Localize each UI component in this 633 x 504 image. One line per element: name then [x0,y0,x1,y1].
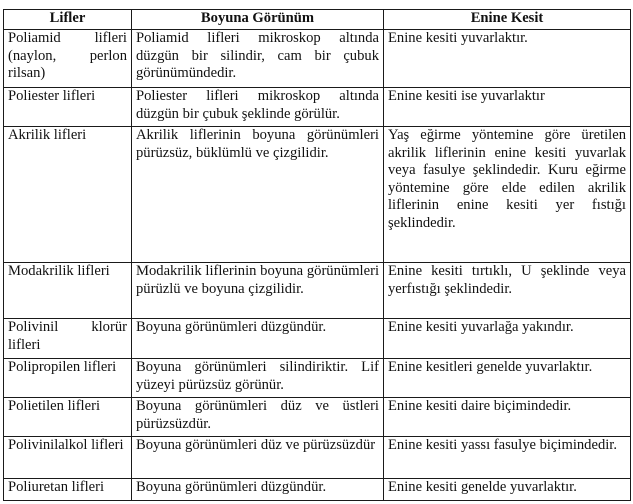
cross-section-cell: Enine kesiti yassı fasulye biçimindedir. [384,437,631,479]
cross-section-cell: Enine kesiti tırtıklı, U şeklinde veya yerfıstığı şeklindedir. [384,263,631,319]
table-row [4,479,631,501]
cross-section-cell: Enine kesiti yuvarlağa yakındır. [384,319,631,359]
longitudinal-cell: Boyuna görünümleri düz ve üstleri pürüzsüzdür. [132,398,384,437]
table-row [4,88,631,127]
fiber-properties-table [3,9,631,501]
header-fibers: Lifler [4,10,132,30]
header-cross-section: Enine Kesit [384,10,631,30]
fiber-name-cell: Polivinilalkol lifleri [4,437,132,479]
fiber-name-cell: Polietilen lifleri [4,398,132,437]
table-row [4,263,631,319]
header-row [4,10,631,30]
table-row [4,359,631,398]
table-body [4,30,631,501]
table-row [4,127,631,263]
cross-section-cell: Enine kesiti genelde yuvarlaktır. [384,479,631,501]
longitudinal-cell: Boyuna görünümleri silindiriktir. Lif yüzeyi pürüzsüz görünür. [132,359,384,398]
table-row [4,319,631,359]
cross-section-cell: Enine kesiti daire biçimindedir. [384,398,631,437]
cross-section-cell: Enine kesiti ise yuvarlaktır [384,88,631,127]
table-row [4,30,631,88]
header-longitudinal-view: Boyuna Görünüm [132,10,384,30]
table-header [4,10,631,30]
fiber-name-cell: Poliamid lifleri (naylon, perlon rilsan) [4,30,132,88]
longitudinal-cell: Poliester lifleri mikroskop altında düzgün bir çubuk şeklinde görülür. [132,88,384,127]
fiber-name-cell: Modakrilik lifleri [4,263,132,319]
fiber-name-cell: Akrilik lifleri [4,127,132,263]
longitudinal-cell: Akrilik liflerinin boyuna görünümleri pürüzsüz, büklümlü ve çizgilidir. [132,127,384,263]
longitudinal-cell: Boyuna görünümleri düzgündür. [132,319,384,359]
cross-section-cell: Enine kesiti yuvarlaktır. [384,30,631,88]
fiber-name-cell: Poliuretan lifleri [4,479,132,501]
fiber-name-cell: Poliester lifleri [4,88,132,127]
cross-section-cell: Enine kesitleri genelde yuvarlaktır. [384,359,631,398]
fiber-name-cell: Polipropilen lifleri [4,359,132,398]
table-row [4,398,631,437]
table-row [4,437,631,479]
longitudinal-cell: Modakrilik liflerinin boyuna görünümleri pürüzlü ve boyuna çizgilidir. [132,263,384,319]
fiber-name-cell: Polivinil klorür lifleri [4,319,132,359]
longitudinal-cell: Poliamid lifleri mikroskop altında düzgün bir silindir, cam bir çubuk görünümündedir. [132,30,384,88]
longitudinal-cell: Boyuna görünümleri düzgündür. [132,479,384,501]
cross-section-cell: Yaş eğirme yöntemine göre üretilen akrilik liflerinin enine kesiti yuvarlak veya fasulye şeklindedir. Kuru eğirme yöntemine göre elde edilen akrilik liflerinin enine kesiti yer fıstığı şeklindedir. [384,127,631,263]
longitudinal-cell: Boyuna görünümleri düz ve pürüzsüzdür [132,437,384,479]
